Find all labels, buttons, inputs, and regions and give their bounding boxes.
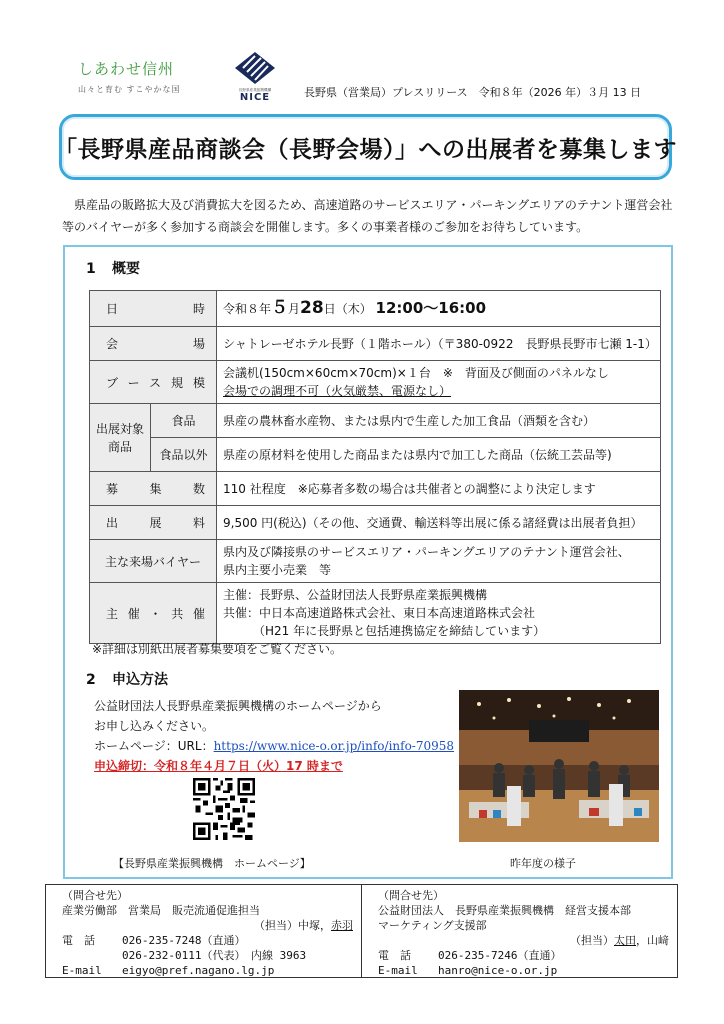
- section-2-heading: [86, 669, 168, 689]
- contact-mail: [62, 963, 355, 978]
- booth-line-1: 会議机(150cm×60cm×70cm)×１台 ※ 背面及び側面のパネルなし: [223, 366, 609, 380]
- buyer-line-2: 県内主要小売業 等: [223, 563, 332, 577]
- section-number: 2: [86, 672, 96, 688]
- table-row: [90, 327, 661, 361]
- person-underlined: 赤羽: [331, 919, 353, 932]
- tel-number: 026-235-7246（直通）: [438, 949, 562, 962]
- apply-line-1: 公益財団法人長野県産業振興機構のホームページから: [94, 699, 382, 713]
- tel-label: 電 話: [378, 949, 411, 962]
- logo-text: しあわせ信州: [78, 60, 175, 78]
- contact-left: [46, 885, 361, 977]
- contact-heading: （問合せ先）: [62, 889, 128, 902]
- qr-caption: 【長野県産業振興機構 ホームページ】: [113, 857, 311, 870]
- person-suffix: ，山﨑: [636, 934, 669, 947]
- contact-heading: （問合せ先）: [378, 889, 444, 902]
- buyer-value: [217, 540, 661, 583]
- date-month-unit: 月: [288, 302, 301, 316]
- table-row: [90, 583, 661, 644]
- section-number: 1: [86, 261, 96, 277]
- event-photo: [459, 690, 659, 842]
- organizer-value: [217, 583, 661, 644]
- date-day: 28: [300, 298, 324, 318]
- logo-tagline: 山々と育む すこやかな国: [78, 85, 181, 94]
- title-box: [54, 114, 677, 180]
- food-value: 県産の農林畜水産物、または県内で生産した加工食品（酒類を含む）: [217, 404, 661, 438]
- contact-person: [378, 933, 671, 948]
- nice-org-name: 長野県産業振興機構: [238, 87, 272, 92]
- contact-tel-2: 026-232-0111（代表） 内線 3963: [122, 949, 307, 962]
- buyer-line-1: 県内及び隣接県のサービスエリア・パーキングエリアのテナント運営会社、: [223, 545, 630, 559]
- nonfood-label: 食品以外: [151, 438, 217, 472]
- contact-right: [361, 885, 677, 977]
- contact-person: [62, 918, 355, 933]
- contact-tel-1: [62, 933, 355, 948]
- table-row: [90, 404, 661, 438]
- date-time: 12:00～16:00: [375, 299, 487, 317]
- table-row: [90, 540, 661, 583]
- nice-wordmark: NICE: [239, 92, 271, 103]
- booth-label: ブース規模: [90, 361, 217, 404]
- nice-emblem-icon: [235, 52, 275, 84]
- detail-note: ※詳細は別紙出展者募集要項をご覧ください。: [92, 642, 343, 656]
- homepage-link[interactable]: https://www.nice-o.or.jp/info/info-70958: [213, 739, 455, 753]
- target-label: [90, 404, 151, 472]
- section-title: 申込方法: [112, 672, 168, 688]
- nice-logo: [226, 52, 284, 104]
- venue-label: 会場: [90, 327, 217, 361]
- mail-address[interactable]: hanro@nice-o.or.jp: [438, 964, 558, 977]
- tel-number: 026-235-7248（直通）: [122, 934, 246, 947]
- fee-label: 出展料: [90, 506, 217, 540]
- tel-label: 電 話: [62, 934, 95, 947]
- table-row: [90, 506, 661, 540]
- photo-caption: 昨年度の様子: [510, 857, 576, 870]
- person-underlined: 太田: [614, 934, 636, 947]
- url-line: [94, 736, 454, 756]
- contact-box: [45, 884, 678, 978]
- apply-instructions: [94, 696, 454, 776]
- recruit-label: 募集数: [90, 472, 217, 506]
- overview-table: [89, 290, 661, 644]
- person-prefix: （担当）: [570, 934, 614, 947]
- table-row: [90, 361, 661, 404]
- mail-address[interactable]: eigyo@pref.nagano.lg.jp: [122, 964, 275, 977]
- shiawase-shinshu-logo: [78, 58, 208, 98]
- date-label: 日時: [90, 291, 217, 327]
- deadline-text: 申込締切：令和８年４月７日（火）17 時まで: [94, 759, 343, 773]
- section-title: 概要: [112, 261, 140, 277]
- date-prefix: 令和８年: [223, 302, 272, 316]
- table-row: [90, 438, 661, 472]
- url-prefix: ホームページ：URL：: [94, 739, 214, 753]
- fee-value: 9,500 円(税込)（その他、交通費、輸送料等出展に係る諸経費は出展者負担）: [217, 506, 661, 540]
- contact-dept: 産業労働部 営業局 販売流通促進担当: [62, 904, 260, 917]
- apply-line-2: お申し込みください。: [94, 719, 215, 733]
- booth-line-2: 会場での調理不可（火気厳禁、電源なし）: [223, 384, 452, 398]
- organizer-line-2: 共催：中日本高速道路株式会社、東日本高速道路株式会社: [223, 606, 536, 620]
- nonfood-value: 県産の原材料を使用した商品または県内で加工した商品（伝統工芸品等): [217, 438, 661, 472]
- organizer-label: 主催・共催: [90, 583, 217, 644]
- table-row: [90, 291, 661, 327]
- date-value: [217, 291, 661, 327]
- intro-paragraph: 県産品の販路拡大及び消費拡大を図るため、高速道路のサービスエリア・パーキングエリアのテナント運営会社等のバイヤーが多く参加する商談会を開催します。多くの事業者様のご参加をお待ちしています。: [62, 198, 673, 234]
- section-1-heading: [86, 258, 140, 278]
- contact-org: 公益財団法人 長野県産業振興機構 経営支援本部: [378, 904, 631, 917]
- booth-value: [217, 361, 661, 404]
- venue-value: シャトレーゼホテル長野（１階ホール）（〒380-0922 長野県長野市七瀬 1-1）: [217, 327, 661, 361]
- table-row: [90, 472, 661, 506]
- food-label: 食品: [151, 404, 217, 438]
- date-day-unit: 日（木）: [323, 302, 372, 316]
- press-release-line: 長野県（営業局）プレスリリース 令和８年（2026 年）３月 13 日: [304, 86, 642, 99]
- organizer-line-3: （H21 年に長野県と包括連携協定を締結しています）: [253, 624, 546, 638]
- contact-tel-1: [378, 948, 671, 963]
- mail-label: E-mail: [62, 964, 102, 977]
- date-month: ５: [271, 298, 289, 318]
- contact-dept: マーケティング支援部: [378, 919, 487, 932]
- organizer-line-1: 主催：長野県、公益財団法人長野県産業振興機構: [223, 588, 488, 602]
- target-label-text: 出展対象商品: [96, 421, 145, 454]
- recruit-value: 110 社程度 ※応募者多数の場合は共催者との調整により決定します: [217, 472, 661, 506]
- buyer-label: 主な来場バイヤー: [90, 540, 217, 583]
- qr-code-icon[interactable]: [193, 778, 255, 840]
- mail-label: E-mail: [378, 964, 418, 977]
- person-prefix: （担当）中塚，: [254, 919, 331, 932]
- page-title: 「長野県産品商談会（長野会場）」への出展者を募集します: [54, 136, 677, 163]
- contact-mail: [378, 963, 671, 978]
- event-photo-image: [459, 690, 659, 842]
